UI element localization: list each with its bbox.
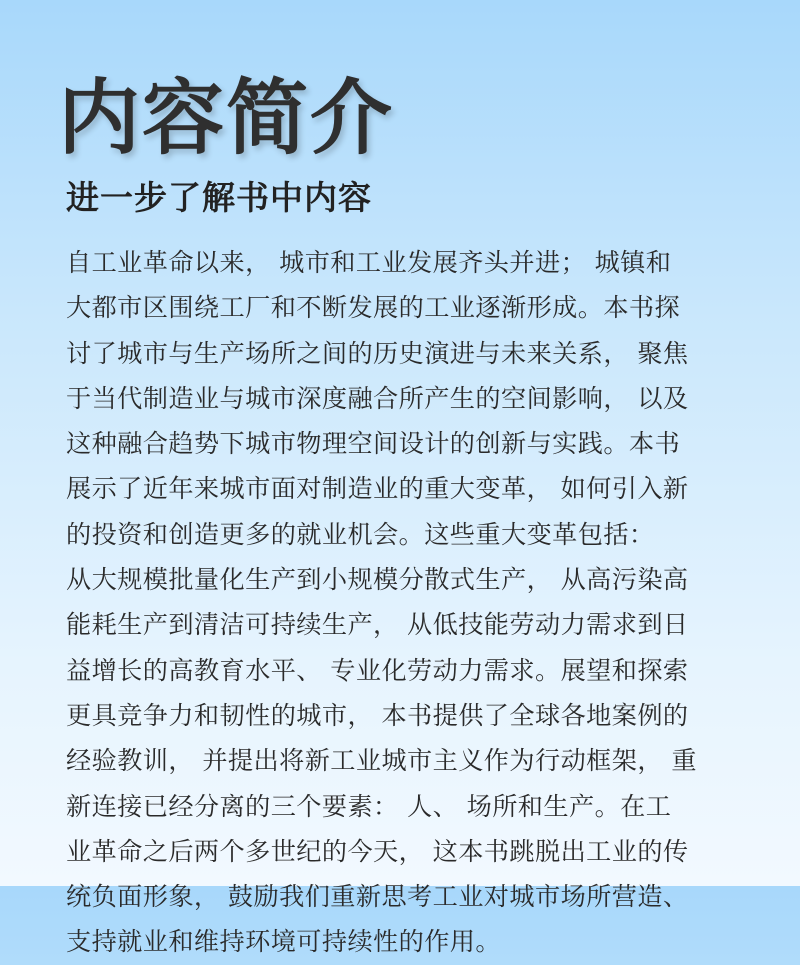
paragraph-line: 益增长的高教育水平、 专业化劳动力需求。展望和探索 <box>66 655 689 685</box>
paragraph-line: 更具竞争力和韧性的城市， 本书提供了全球各地案例的 <box>66 700 689 730</box>
paragraph-line: 业革命之后两个多世纪的今天， 这本书跳脱出工业的传 <box>66 836 689 866</box>
page-title: 内容简介 <box>58 71 395 166</box>
paragraph-line: 于当代制造业与城市深度融合所产生的空间影响， 以及 <box>66 383 689 413</box>
paragraph-line: 支持就业和维持环境可持续性的作用。 <box>66 927 501 957</box>
paragraph-line: 经验教训， 并提出将新工业城市主义作为行动框架， 重 <box>66 746 697 776</box>
paragraph-line: 新连接已经分离的三个要素： 人、 场所和生产。在工 <box>66 791 672 821</box>
paragraph-line: 讨了城市与生产场所之间的历史演进与未来关系， 聚焦 <box>66 338 689 368</box>
paragraph-line: 能耗生产到清洁可持续生产， 从低技能劳动力需求到日 <box>66 610 689 640</box>
paragraph-line: 的投资和创造更多的就业机会。这些重大变革包括： <box>66 519 655 549</box>
paragraph-line: 从大规模批量化生产到小规模分散式生产， 从高污染高 <box>66 565 689 595</box>
page-subtitle: 进一步了解书中内容 <box>66 178 372 217</box>
paragraph-line: 展示了近年来城市面对制造业的重大变革， 如何引入新 <box>66 474 689 504</box>
paragraph-line: 这种融合趋势下城市物理空间设计的创新与实践。本书 <box>66 429 681 459</box>
paragraph-line: 自工业革命以来， 城市和工业发展齐头并进； 城镇和 <box>66 248 672 277</box>
paragraph-line: 大都市区围绕工厂和不断发展的工业逐渐形成。本书探 <box>66 293 681 323</box>
paragraph-line: 统负面形象， 鼓励我们重新思考工业对城市场所营造、 <box>66 882 689 912</box>
intro-paragraph <box>66 240 742 965</box>
